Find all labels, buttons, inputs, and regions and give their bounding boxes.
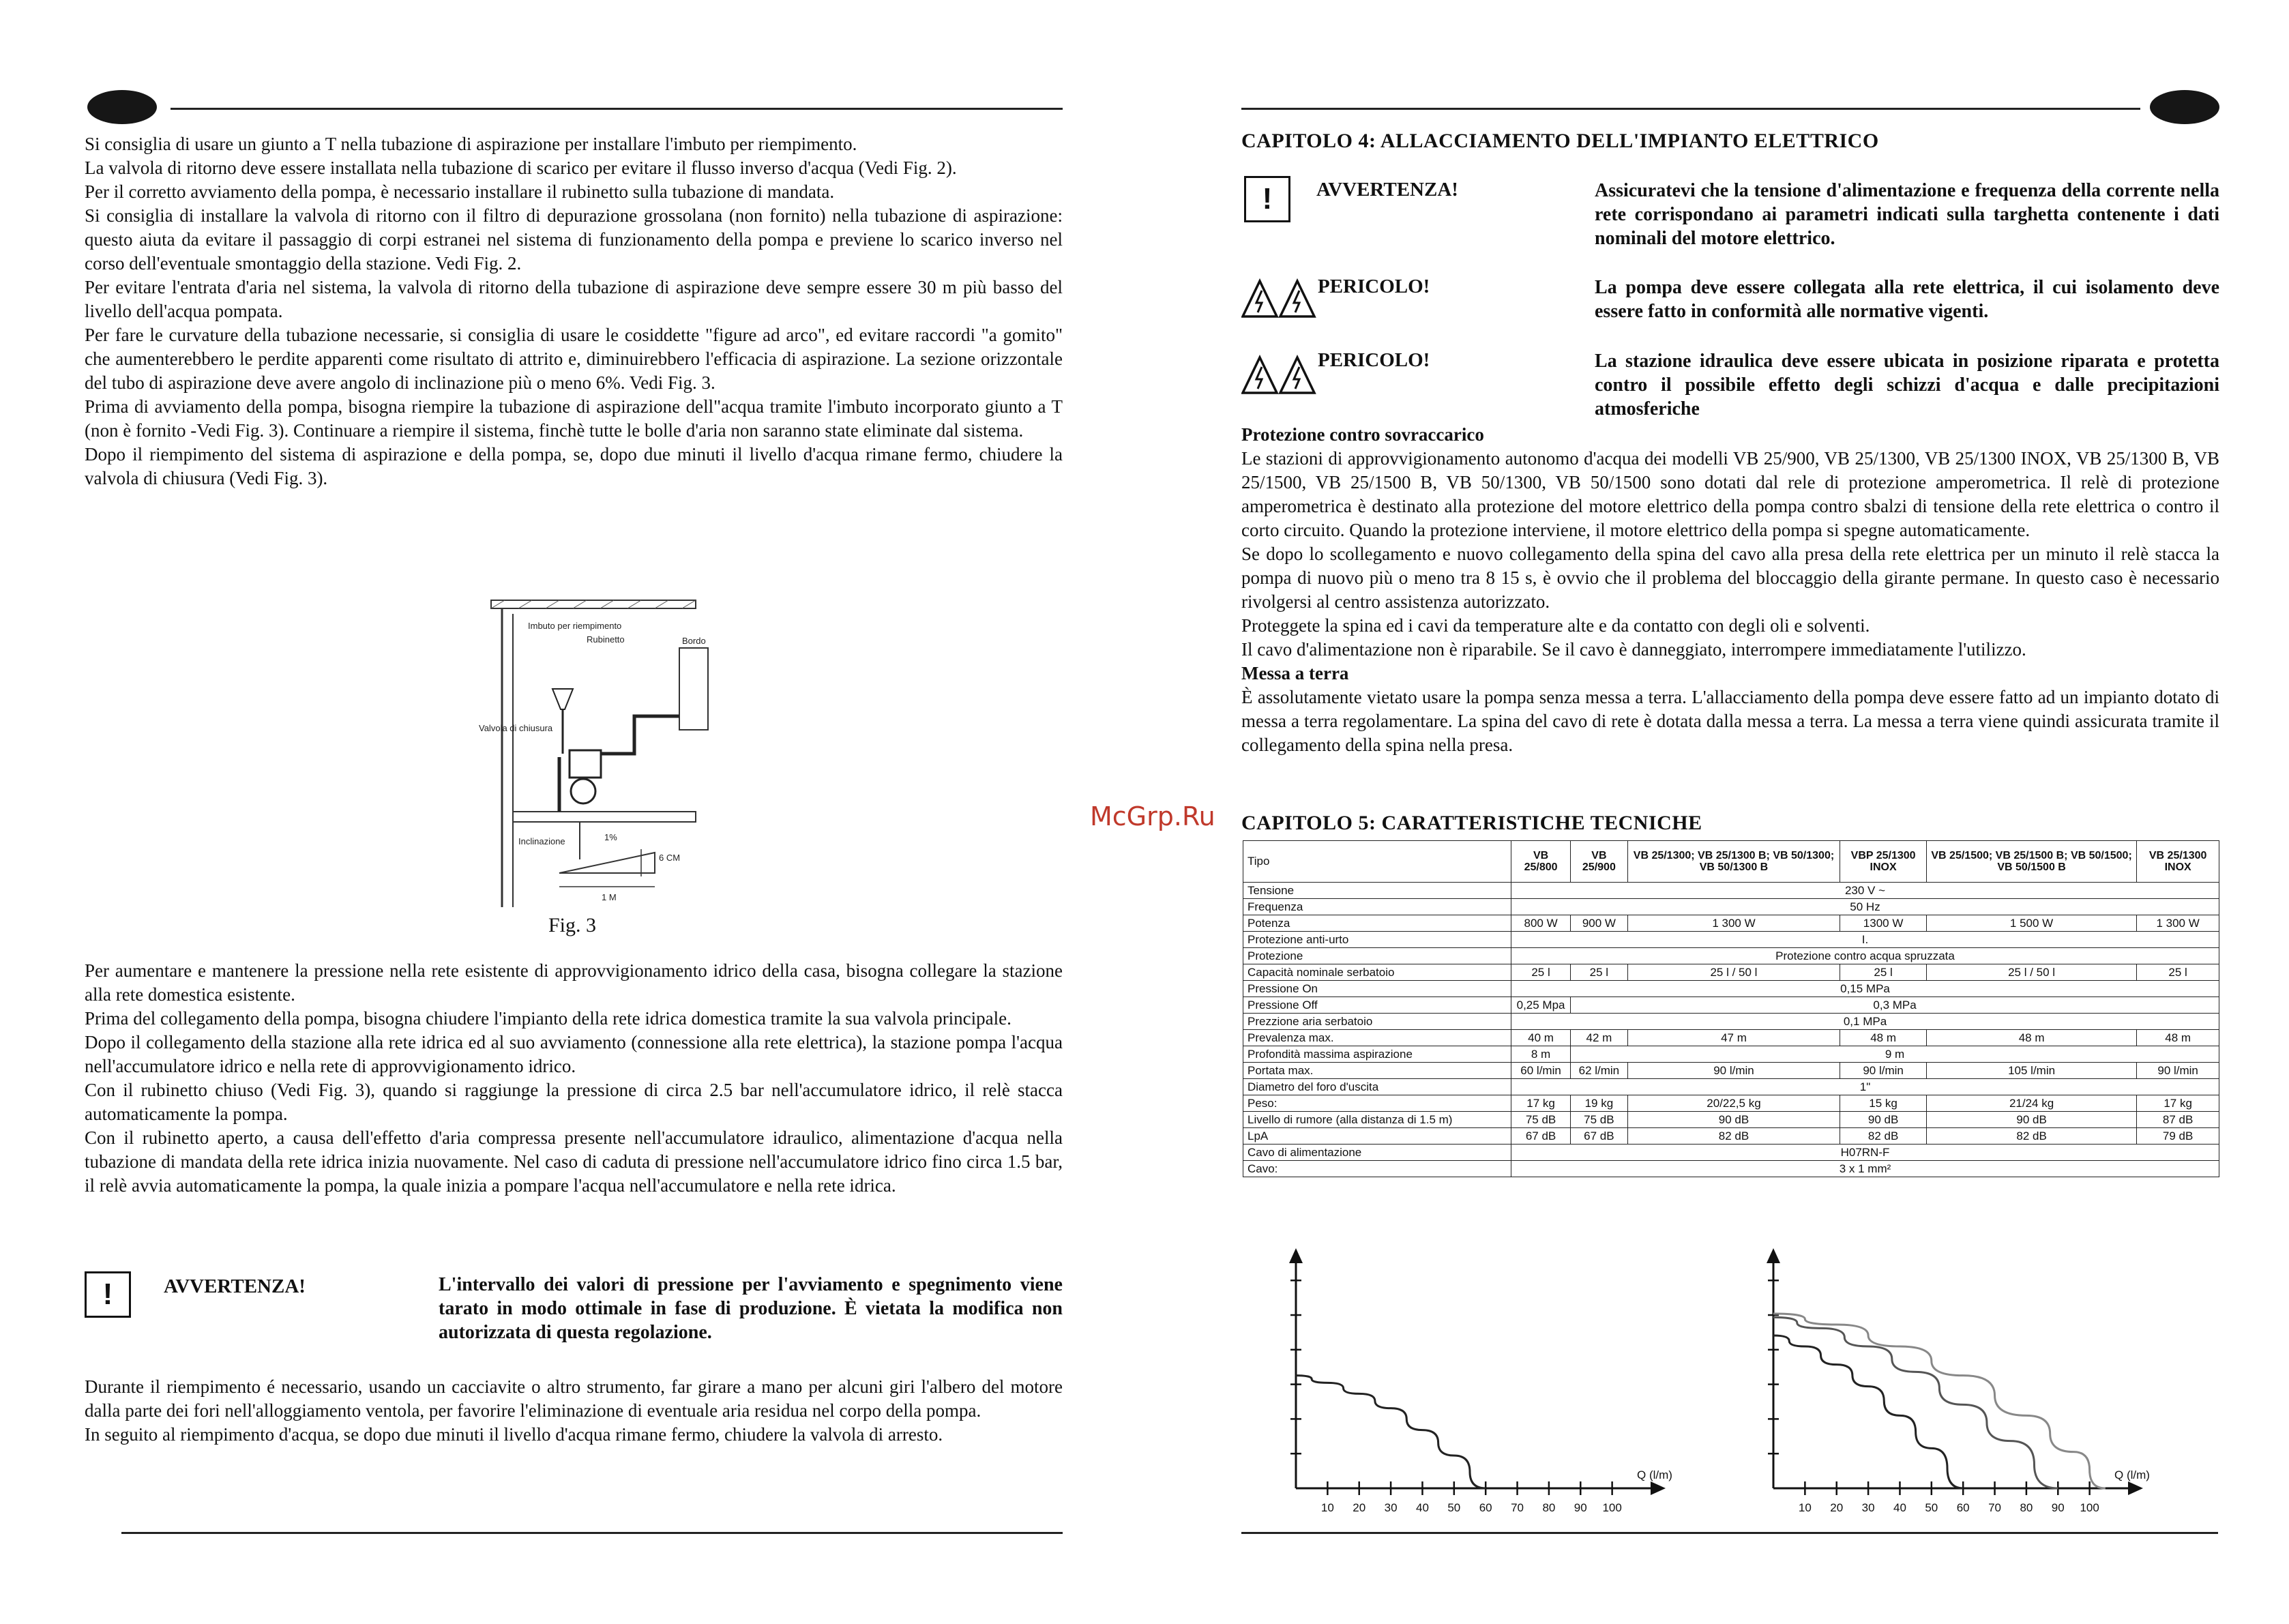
paragraph: La valvola di ritorno deve essere installata nella tubazione di scarico per evitare il flusso inverso d'acqua (Vedi Fig. 2). bbox=[85, 158, 957, 178]
spec-cell: 15 kg bbox=[1840, 1095, 1927, 1112]
spec-row bbox=[1243, 883, 2219, 899]
spec-cell: 62 l/min bbox=[1571, 1063, 1628, 1079]
spec-row-label: Profondità massima aspirazione bbox=[1243, 1046, 1511, 1063]
paragraph: Con il rubinetto chiuso (Vedi Fig. 3), quando si raggiunge la pressione di circa 2.5 bar nell'accumulatore idrico, il relè stacca automaticamente la pompa. bbox=[85, 1080, 1063, 1124]
spec-cell: 1300 W bbox=[1840, 915, 1927, 932]
spec-cell: 105 l/min bbox=[1926, 1063, 2136, 1079]
spec-row-label: Cavo di alimentazione bbox=[1243, 1145, 1511, 1161]
spec-row bbox=[1243, 1014, 2219, 1030]
y-axis-arrow bbox=[1767, 1248, 1780, 1263]
x-tick-label: 100 bbox=[1602, 1501, 1622, 1514]
spec-cell: 75 dB bbox=[1571, 1112, 1628, 1128]
spec-row-label: LpA bbox=[1243, 1128, 1511, 1145]
spec-cell: 82 dB bbox=[1840, 1128, 1927, 1145]
ground-heading: Messa a terra bbox=[1241, 663, 1349, 683]
spec-cell: 25 l bbox=[1511, 964, 1571, 981]
spec-cell: 50 Hz bbox=[1511, 899, 2219, 915]
spec-row bbox=[1243, 899, 2219, 915]
x-tick-label: 30 bbox=[1384, 1501, 1398, 1514]
x-axis-arrow bbox=[1651, 1481, 1666, 1495]
x-axis-label: Q (l/m) bbox=[2114, 1468, 2150, 1481]
spec-cell: 90 l/min bbox=[1627, 1063, 1840, 1079]
fig3-label-1m: 1 M bbox=[602, 892, 617, 902]
fig3-label-rubinetto: Rubinetto bbox=[587, 634, 625, 645]
x-tick-label: 40 bbox=[1415, 1501, 1429, 1514]
paragraph: Per il corretto avviamento della pompa, è necessario installare il rubinetto sulla tubazione di mandata. bbox=[85, 181, 835, 202]
x-tick-label: 40 bbox=[1893, 1501, 1906, 1514]
spec-row-label: Prevalenza max. bbox=[1243, 1030, 1511, 1046]
spec-cell: 79 dB bbox=[2137, 1128, 2219, 1145]
x-tick-label: 70 bbox=[1988, 1501, 2002, 1514]
paragraph: Si consiglia di usare un giunto a T nella tubazione di aspirazione per installare l'imbuto per riempimento. bbox=[85, 134, 857, 154]
left-network-text bbox=[85, 959, 1063, 1198]
spec-cell: 3 x 1 mm² bbox=[1511, 1161, 2219, 1177]
spec-row-label: Portata max. bbox=[1243, 1063, 1511, 1079]
fig3-label-bordo: Bordo bbox=[682, 636, 706, 646]
spec-cell: 47 m bbox=[1627, 1030, 1840, 1046]
x-tick-label: 20 bbox=[1353, 1501, 1366, 1514]
fig3-tank bbox=[679, 648, 708, 730]
spec-row-label: Livello di rumore (alla distanza di 1.5 m) bbox=[1243, 1112, 1511, 1128]
left-closing-text bbox=[85, 1375, 1063, 1447]
spec-cell: 90 l/min bbox=[2137, 1063, 2219, 1079]
spec-cell: 25 l bbox=[1571, 964, 1628, 981]
spec-row bbox=[1243, 1046, 2219, 1063]
fig3-slope bbox=[559, 853, 655, 873]
header-rule-right bbox=[1241, 108, 2140, 110]
paragraph: Prima di avviamento della pompa, bisogna riempire la tubazione di aspirazione dell"acqua tramite l'imbuto incorporato giunto a T (non è fornito -Vedi Fig. 3). Continuare a riempire il sistema, finchè tutte le bolle d'aria non saranno state eliminate dal sistema. bbox=[85, 396, 1063, 441]
paragraph: Per aumentare e mantenere la pressione nella rete esistente di approvvigionamento idrico della casa, bisogna collegare la stazione alla rete domestica esistente. bbox=[85, 960, 1063, 1005]
spec-row-label: Protezione bbox=[1243, 948, 1511, 964]
spec-cell: 0,3 MPa bbox=[1571, 997, 2219, 1014]
paragraph: Il cavo d'alimentazione non è riparabile. Se il cavo è danneggiato, interrompere immediatamente l'utilizzo. bbox=[1241, 639, 2026, 660]
spec-cell: 1 300 W bbox=[2137, 915, 2219, 932]
spec-cell: 17 kg bbox=[2137, 1095, 2219, 1112]
x-tick-label: 80 bbox=[1542, 1501, 1556, 1514]
danger-label-1: PERICOLO! bbox=[1318, 276, 1430, 297]
danger-icon-2 bbox=[1241, 355, 1316, 396]
x-tick-label: 100 bbox=[2080, 1501, 2099, 1514]
x-tick-label: 50 bbox=[1925, 1501, 1938, 1514]
spec-cell: 60 l/min bbox=[1511, 1063, 1571, 1079]
spec-header-model: VB 25/800 bbox=[1511, 841, 1571, 883]
spec-header-row bbox=[1243, 841, 2219, 883]
spec-row bbox=[1243, 915, 2219, 932]
fig3-label-slope: 1% bbox=[604, 832, 617, 842]
paragraph: Se dopo lo scollegamento e nuovo collegamento della spina del cavo alla presa della rete elettrica per un minuto il relè stacca la pompa di nuovo più o meno tra 8 15 s, è ovvio che il problema del bloccaggio della girante permane. In questo caso è necessario rivolgersi al centro assistenza autorizzato. bbox=[1241, 544, 2219, 612]
fig3-label-6cm: 6 CM bbox=[659, 853, 681, 863]
spec-row bbox=[1243, 1161, 2219, 1177]
fig3-label-imbuto: Imbuto per riempimento bbox=[528, 621, 622, 631]
spec-row bbox=[1243, 964, 2219, 981]
x-tick-label: 60 bbox=[1956, 1501, 1970, 1514]
x-tick-label: 50 bbox=[1447, 1501, 1461, 1514]
spec-cell: 67 dB bbox=[1571, 1128, 1628, 1145]
spec-row bbox=[1243, 1145, 2219, 1161]
chart-left bbox=[1255, 1241, 1678, 1521]
y-axis-arrow bbox=[1289, 1248, 1303, 1263]
x-tick-label: 30 bbox=[1861, 1501, 1875, 1514]
spec-cell: 75 dB bbox=[1511, 1112, 1571, 1128]
warning-label-right: AVVERTENZA! bbox=[1316, 179, 1458, 201]
series-line-curve-90 bbox=[1773, 1317, 2058, 1488]
warning-text-right: Assicuratevi che la tensione d'alimentazione e frequenza della corrente nella rete corrispondano ai parametri indicati sulla targhetta contenente i dati nominali del motore elettrico. bbox=[1595, 180, 2219, 249]
fig3-pipe bbox=[600, 716, 679, 754]
x-axis-arrow bbox=[2128, 1481, 2143, 1495]
page-marker-oval bbox=[87, 90, 157, 124]
spec-table bbox=[1243, 840, 2219, 1177]
warning-icon-right: ! bbox=[1244, 176, 1290, 222]
spec-cell: 21/24 kg bbox=[1926, 1095, 2136, 1112]
spec-cell: 87 dB bbox=[2137, 1112, 2219, 1128]
spec-cell: 82 dB bbox=[1926, 1128, 2136, 1145]
danger-text-2: La stazione idraulica deve essere ubicata in posizione riparata e protetta contro il possibile effetto degli schizzi d'acqua e dalle precipitazioni atmosferiche bbox=[1595, 351, 2219, 419]
warning-icon: ! bbox=[85, 1271, 131, 1318]
spec-row bbox=[1243, 1063, 2219, 1079]
x-tick-label: 80 bbox=[2020, 1501, 2033, 1514]
fig3-caption: Fig. 3 bbox=[548, 914, 597, 936]
right-page bbox=[1187, 0, 2289, 1624]
x-tick-label: 20 bbox=[1830, 1501, 1844, 1514]
spec-row-label: Potenza bbox=[1243, 915, 1511, 932]
fig3-installation-drawing bbox=[477, 587, 750, 941]
header-rule bbox=[171, 108, 1063, 110]
danger-text-1: La pompa deve essere collegata alla rete elettrica, il cui isolamento deve essere fatto in conformità alle normative vigenti. bbox=[1595, 277, 2219, 322]
spec-cell: 19 kg bbox=[1571, 1095, 1628, 1112]
spec-cell: 0,1 MPa bbox=[1511, 1014, 2219, 1030]
page-marker-oval-right bbox=[2150, 90, 2219, 124]
overload-section bbox=[1241, 423, 2219, 757]
spec-cell: 25 l bbox=[1840, 964, 1927, 981]
spec-cell: 0,15 MPa bbox=[1511, 981, 2219, 997]
spec-row bbox=[1243, 948, 2219, 964]
paragraph: Durante il riempimento é necessario, usando un cacciavite o altro strumento, far girare a mano per alcuni giri l'albero del motore dalla parte dei fori nell'alloggiamento ventola, per favorire l'eliminazione di eventuale aria residua nel corpo della pompa. bbox=[85, 1376, 1063, 1421]
paragraph: Dopo il riempimento del sistema di aspirazione e della pompa, se, dopo due minuti il livello d'acqua rimane fermo, chiudere la valvola di chiusura (Vedi Fig. 3). bbox=[85, 444, 1063, 488]
spec-cell: 230 V ~ bbox=[1511, 883, 2219, 899]
spec-cell: H07RN-F bbox=[1511, 1145, 2219, 1161]
spec-cell: 1 500 W bbox=[1926, 915, 2136, 932]
spec-cell: 0,25 Mpa bbox=[1511, 997, 1571, 1014]
fig3-label-inclinazione: Inclinazione bbox=[518, 836, 565, 846]
spec-row-label: Protezione anti-urto bbox=[1243, 932, 1511, 948]
spec-cell: 90 dB bbox=[1926, 1112, 2136, 1128]
spec-header-model: VB 25/1500; VB 25/1500 B; VB 50/1500; VB 50/1500 B bbox=[1926, 841, 2136, 883]
danger-icon bbox=[1241, 278, 1316, 319]
fig3-ceiling bbox=[491, 600, 696, 608]
spec-cell: 25 l / 50 l bbox=[1926, 964, 2136, 981]
ground-paragraph: È assolutamente vietato usare la pompa senza messa a terra. L'allacciamento della pompa deve essere fatto ad un impianto dotato di messa a terra regolamentare. La spina del cavo di rete è dotata dalla messa a terra. La messa a terra viene quindi assicurata tramite il collegamento della spina nella presa. bbox=[1241, 687, 2219, 755]
spec-cell: 42 m bbox=[1571, 1030, 1628, 1046]
left-page bbox=[0, 0, 1091, 1624]
paragraph: Prima del collegamento della pompa, bisogna chiudere l'impianto della rete idrica domestica tramite la sua valvola principale. bbox=[85, 1008, 1011, 1029]
spec-cell: 900 W bbox=[1571, 915, 1628, 932]
paragraph: Per fare le curvature della tubazione necessarie, si consiglia di usare le cosiddette "figure ad arco", ed evitare raccordi "a gomito" che aumenterebbero le perdite apparenti come risultato di attrito e, diminuirebbero l'efficacia di aspirazione. La sezione orizzontale del tubo di aspirazione deve avere angolo di inclinazione più o meno 6%. Vedi Fig. 3. bbox=[85, 325, 1063, 393]
spec-cell: 40 m bbox=[1511, 1030, 1571, 1046]
spec-row bbox=[1243, 1112, 2219, 1128]
spec-row-label: Cavo: bbox=[1243, 1161, 1511, 1177]
spec-cell: 25 l / 50 l bbox=[1627, 964, 1840, 981]
paragraph: In seguito al riempimento d'acqua, se dopo due minuti il livello d'acqua rimane fermo, chiudere la valvola di arresto. bbox=[85, 1424, 943, 1445]
fig3-floor bbox=[513, 812, 696, 822]
x-tick-label: 10 bbox=[1798, 1501, 1812, 1514]
paragraph: Le stazioni di approvvigionamento autonomo d'acqua dei modelli VB 25/900, VB 25/1300, VB 25/1300 INOX, VB 25/1300 B, VB 25/1500, VB 25/1500 B, VB 50/1300, VB 50/1500 sono dotati dal rele di protezione amperometrica. Il relè di protezione amperometrica è destinato alla protezione del motore elettrico della pompa contro sbalzi di tensione della rete elettrica o contro il corto circuito. Quando la protezione interviene, il motore elettrico della pompa si spegne automaticamente. bbox=[1241, 448, 2219, 540]
paragraph: Si consiglia di installare la valvola di ritorno con il filtro di depurazione grossolana (non fornito) nella tubazione di aspirazione: questo aiuta da evitare il passaggio di corpi estranei nel sistema di funzionamento della pompa e previene lo scarico inverso nel corso dell'eventuale smontaggio della stazione. Vedi Fig. 2. bbox=[85, 205, 1063, 274]
spec-cell: Protezione contro acqua spruzzata bbox=[1511, 948, 2219, 964]
x-tick-label: 90 bbox=[1574, 1501, 1587, 1514]
spec-row bbox=[1243, 981, 2219, 997]
series-line-curve bbox=[1296, 1376, 1486, 1488]
x-tick-label: 70 bbox=[1511, 1501, 1524, 1514]
spec-row-label: Tensione bbox=[1243, 883, 1511, 899]
spec-header-model: VB 25/900 bbox=[1571, 841, 1628, 883]
spec-cell: 9 m bbox=[1571, 1046, 2219, 1063]
spec-row bbox=[1243, 997, 2219, 1014]
spec-row-label: Diametro del foro d'uscita bbox=[1243, 1079, 1511, 1095]
spec-cell: 1 300 W bbox=[1627, 915, 1840, 932]
fig3-hatch bbox=[491, 600, 696, 608]
spec-cell: 17 kg bbox=[1511, 1095, 1571, 1112]
spec-row bbox=[1243, 1095, 2219, 1112]
x-tick-label: 60 bbox=[1479, 1501, 1492, 1514]
spec-cell: 90 l/min bbox=[1840, 1063, 1927, 1079]
chapter4-title: CAPITOLO 4: ALLACCIAMENTO DELL'IMPIANTO ELETTRICO bbox=[1241, 130, 1879, 152]
danger-label-2: PERICOLO! bbox=[1318, 349, 1430, 371]
spec-row-label: Prezzione aria serbatoio bbox=[1243, 1014, 1511, 1030]
footer-rule bbox=[121, 1532, 1063, 1534]
fig3-pump bbox=[571, 779, 595, 803]
spec-header-model: VB 25/1300; VB 25/1300 B; VB 50/1300; VB 50/1300 B bbox=[1627, 841, 1840, 883]
x-tick-label: 90 bbox=[2051, 1501, 2065, 1514]
spec-cell: 82 dB bbox=[1627, 1128, 1840, 1145]
warning-label: AVVERTENZA! bbox=[164, 1275, 306, 1297]
spec-cell: 800 W bbox=[1511, 915, 1571, 932]
spec-row-label: Capacità nominale serbatoio bbox=[1243, 964, 1511, 981]
spec-cell: 8 m bbox=[1511, 1046, 1571, 1063]
series-line-curve-60 bbox=[1773, 1335, 1963, 1488]
spec-cell: I. bbox=[1511, 932, 2219, 948]
spec-cell: 48 m bbox=[1926, 1030, 2136, 1046]
overload-heading: Protezione contro sovraccarico bbox=[1241, 424, 1484, 445]
paragraph: Con il rubinetto aperto, a causa dell'effetto d'aria compressa presente nell'accumulatore idraulico, alimentazione d'acqua nella tubazione di mandata della rete idrica inizia nuovamente. Nel caso di caduta di pressione nell'accumulatore idrico fino circa 1.5 bar, il relè avvia automaticamente la pompa, la quale inizia a pompare l'acqua nell'accumulatore e nella rete idrica. bbox=[85, 1127, 1063, 1196]
spec-cell: 48 m bbox=[1840, 1030, 1927, 1046]
spec-cell: 90 dB bbox=[1840, 1112, 1927, 1128]
spec-header-model: VBP 25/1300 INOX bbox=[1840, 841, 1927, 883]
spec-row-label: Frequenza bbox=[1243, 899, 1511, 915]
fig3-funnel bbox=[552, 689, 573, 709]
spec-cell: 48 m bbox=[2137, 1030, 2219, 1046]
spec-cell: 25 l bbox=[2137, 964, 2219, 981]
paragraph: Proteggete la spina ed i cavi da temperature alte e da contatto con degli oli e solventi. bbox=[1241, 615, 1870, 636]
paragraph: Per evitare l'entrata d'aria nel sistema, la valvola di ritorno della tubazione di aspirazione deve sempre essere 30 m più basso del livello dell'acqua pompata. bbox=[85, 277, 1063, 321]
spec-row-label: Pressione Off bbox=[1243, 997, 1511, 1014]
chart-right bbox=[1732, 1241, 2155, 1521]
spec-row-label: Pressione On bbox=[1243, 981, 1511, 997]
spec-row-label: Peso: bbox=[1243, 1095, 1511, 1112]
spec-row bbox=[1243, 1030, 2219, 1046]
footer-rule-right bbox=[1241, 1532, 2218, 1534]
spec-cell: 1" bbox=[1511, 1079, 2219, 1095]
spec-row bbox=[1243, 1128, 2219, 1145]
series-line-curve-105 bbox=[1773, 1314, 2106, 1488]
warning-text: L'intervallo dei valori di pressione per l'avviamento e spegnimento viene tarato in modo ottimale in fase di produzione. È vietata la modifica non autorizzata di questa regolazione. bbox=[439, 1274, 1063, 1343]
spec-row bbox=[1243, 932, 2219, 948]
spec-cell: 20/22,5 kg bbox=[1627, 1095, 1840, 1112]
fig3-label-valvola: Valvola di chiusura bbox=[479, 723, 553, 733]
left-intro-text bbox=[85, 132, 1063, 490]
watermark: McGrp.Ru bbox=[1090, 801, 1215, 831]
spec-header-model: VB 25/1300 INOX bbox=[2137, 841, 2219, 883]
paragraph: Dopo il collegamento della stazione alla rete idrica ed al suo avviamento (connessione alla rete elettrica), la stazione pompa l'acqua nell'accumulatore idrico e nella rete di approvvigionamento idrico. bbox=[85, 1032, 1063, 1076]
spec-cell: 67 dB bbox=[1511, 1128, 1571, 1145]
spec-row bbox=[1243, 1079, 2219, 1095]
x-axis-label: Q (l/m) bbox=[1637, 1468, 1672, 1481]
chapter5-title: CAPITOLO 5: CARATTERISTICHE TECNICHE bbox=[1241, 812, 1702, 834]
spec-cell: 90 dB bbox=[1627, 1112, 1840, 1128]
x-tick-label: 10 bbox=[1320, 1501, 1334, 1514]
spec-header-tipo: Tipo bbox=[1243, 841, 1511, 883]
